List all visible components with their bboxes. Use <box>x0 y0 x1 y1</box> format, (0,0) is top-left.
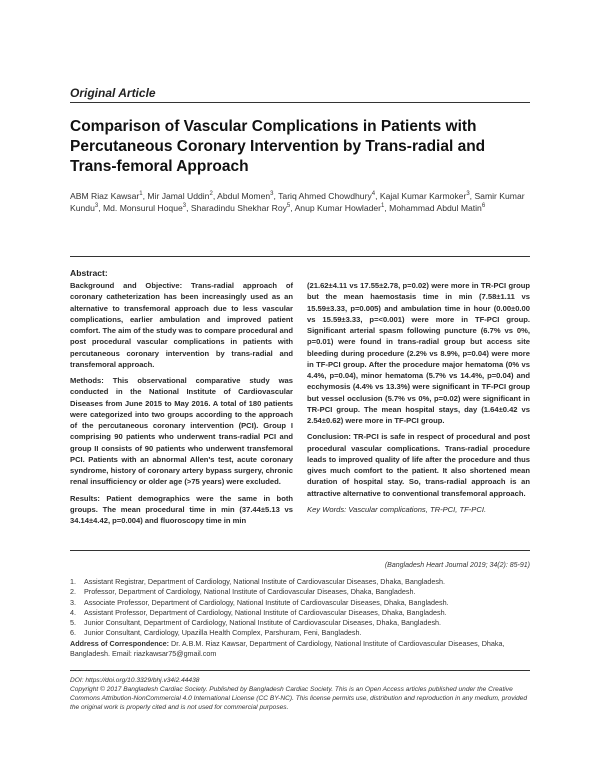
affiliations <box>70 577 530 659</box>
correspondence <box>70 639 530 660</box>
author-affiliation-mark: 1 <box>381 203 385 210</box>
abstract-results-continued: (21.62±4.11 vs 17.55±2.78, p=0.02) were more in TR-PCI group but the mean haemostasis time in min (7.58±1.11 vs 15.59±3.33, p=0.005) and ambulation time in hour (0.00±0.00 vs 15.59±3.33, p=<0.001) were more in TF-PCI group. Significant arterial spasm following puncture (6.7% vs 0%, p=0.01) were found in trans-radial group but access site bleeding during procedure (2.2% vs 8.9%, p=0.04) were more in TF-PCI group. After the procedure major hematoma (0% vs 4.4%, p=0.04), minor hematoma (5.7% vs 14.4%, p=0.04) and ecchymosis (4.4% vs 13.3%) were significant in TF-PCI group but vessel occlusion (5.7% vs 0%, p=0.02) were significant in TR-PCI group. The mean hospital stays, day (1.64±0.42 vs 2.54±0.62) were more in TF-PCI group. <box>307 281 530 425</box>
author-affiliation-mark: 2 <box>209 191 213 198</box>
affiliation-item <box>70 628 530 638</box>
affiliation-number: 3. <box>70 597 76 607</box>
footer-rule <box>70 670 530 671</box>
author-name: Mir Jamal Uddin <box>147 191 210 201</box>
author-name: Sharadindu Shekhar Roy <box>190 203 287 214</box>
affiliation-number: 1. <box>70 577 76 586</box>
article-type-label: Original Article <box>70 86 156 100</box>
affiliation-text: Assistant Professor, Department of Cardiology, National Institute of Cardiovascular Diseases, Dhaka, Bangladesh. <box>84 607 447 617</box>
author-affiliation-mark: 3 <box>466 191 470 198</box>
abstract-conclusion: Conclusion: TR-PCI is safe in respect of procedural and post procedural vascular complications. Trans-radial procedure leads to improved quality of life after the procedure and thus gives much comfort to the patient. It also shortened mean duration of hospital stay. So, trans-radial approach is an attractive alternative to conventional transfemoral approach. <box>307 432 530 498</box>
correspondence-label: Address of Correspondence: <box>70 638 170 648</box>
author-affiliation-mark: 6 <box>481 203 486 210</box>
author-separator: , <box>375 191 380 201</box>
affiliation-item <box>70 608 530 618</box>
affiliation-text: Professor, Department of Cardiology, National Institute of Cardiovascular Diseases, Dhaka, Bangladesh. <box>84 587 416 597</box>
header-rule <box>70 102 530 103</box>
affiliation-item <box>70 587 530 597</box>
author-name: Tariq Ahmed Chowdhury <box>278 191 372 201</box>
affiliation-text: Junior Consultant, Cardiology, Upazilla Health Complex, Parshuram, Feni, Bangladesh. <box>84 628 362 638</box>
affiliation-number: 5. <box>70 618 76 628</box>
affiliation-number: 4. <box>70 607 76 617</box>
author-affiliation-mark: 3 <box>270 191 274 198</box>
author-separator: , <box>186 203 191 214</box>
abstract-column-right <box>307 280 530 520</box>
authors-rule <box>70 256 530 257</box>
affiliation-item <box>70 598 530 608</box>
abstract-methods: Methods: This observational comparative study was conducted in the National Institute of Cardiovascular Diseases from June 2015 to May 2016. A total of 180 patients were categorized into two groups according to the approach of the percutaneous coronary intervention (PCI). Group I comprising 90 patients who underwent trans-radial PCI and group II consists of 90 patients who underwent transfemoral PCI. Patients with an abnormal Allen's test, acute coronary syndrome, history of coronary artery bypass surgery, chronic renal insufficiency or older age (>75 years) were excluded. <box>70 376 293 487</box>
affiliation-item <box>70 618 530 628</box>
author-name: Abdul Momen <box>217 191 271 201</box>
affiliation-text: Assistant Registrar, Department of Cardiology, National Institute of Cardiovascular Diseases, Dhaka, Bangladesh. <box>84 577 446 586</box>
abstract-column-left <box>70 280 293 531</box>
author-separator: , <box>273 191 279 201</box>
article-title: Comparison of Vascular Complications in Patients with Percutaneous Coronary Intervention by Trans-radial and Trans-femoral Approach <box>70 118 486 175</box>
doi-text: DOI: https://doi.org/10.3329/bhj.v34i2.44438 <box>70 677 200 684</box>
abstract-results-start: Results: Patient demographics were the same in both groups. The mean procedural time in min (37.44±5.13 vs 34.14±4.42, p=0.004) and fluoroscopy time in min <box>70 493 293 525</box>
affiliation-item <box>70 577 530 587</box>
author-affiliation-mark: 3 <box>94 203 99 210</box>
author-separator: , <box>290 203 295 214</box>
author-name: Mohammad Abdul Matin <box>389 203 482 214</box>
author-separator: , <box>98 203 103 214</box>
author-affiliation-mark: 3 <box>182 203 187 210</box>
affiliation-number: 2. <box>70 587 76 597</box>
author-name: Md. Monsurul Hoque <box>102 203 183 214</box>
correspondence-text: Dr. A.B.M. Riaz Kawsar, Department of Cardiology, National Institute of Cardiovascular Diseases, Dhaka, Bangladesh. Email: riazkawsar75@gmail.com <box>70 638 505 659</box>
affiliation-text: Junior Consultant, Department of Cardiology, National Institute of Cardiovascular Diseases, Dhaka, Bangladesh. <box>84 618 442 628</box>
author-name: Anup Kumar Howlader <box>294 203 382 214</box>
author-separator: , <box>142 191 148 201</box>
abstract-rule <box>70 550 530 551</box>
author-separator: , <box>469 191 475 201</box>
abstract-background: Background and Objective: Trans-radial approach of coronary catheterization has been increasingly used as an alternative to transfemoral approach due to less vascular complications, earlier ambulation and improved patient comfort. The aim of the study was to compare procedural and post procedural vascular complications in patients with percutaneous coronary intervention by trans-radial and transfemoral approach. <box>70 281 293 369</box>
author-separator: , <box>384 203 390 214</box>
author-affiliation-mark: 4 <box>371 191 376 198</box>
author-affiliation-mark: 1 <box>139 191 143 198</box>
affiliation-text: Associate Professor, Department of Cardiology, National Institute of Cardiovascular Diseases, Dhaka, Bangladesh. <box>84 597 449 607</box>
author-name: Samir Kumar Kundu <box>70 191 525 214</box>
affiliation-number: 6. <box>70 628 76 638</box>
author-separator: , <box>212 191 218 201</box>
author-list <box>70 190 530 214</box>
author-affiliation-mark: 5 <box>286 203 291 210</box>
footer <box>70 677 530 713</box>
copyright-text: Copyright © 2017 Bangladesh Cardiac Society. Published by Bangladesh Cardiac Society. This is an Open Access articles published under the Creative Commons Attribution-NonCommercial 4.0 International License (CC BY-NC). This license permits use, distribution and reproduction in any medium, provided the original work is properly cited and is not used for commercial purposes. <box>70 685 527 711</box>
abstract-heading: Abstract: <box>70 268 108 278</box>
journal-reference: (Bangladesh Heart Journal 2019; 34(2): 85-91) <box>384 562 530 569</box>
author-name: ABM Riaz Kawsar <box>70 191 140 201</box>
author-name: Kajal Kumar Karmoker <box>379 191 467 201</box>
abstract-keywords: Key Words: Vascular complications, TR-PCI, TF-PCI. <box>307 504 487 514</box>
